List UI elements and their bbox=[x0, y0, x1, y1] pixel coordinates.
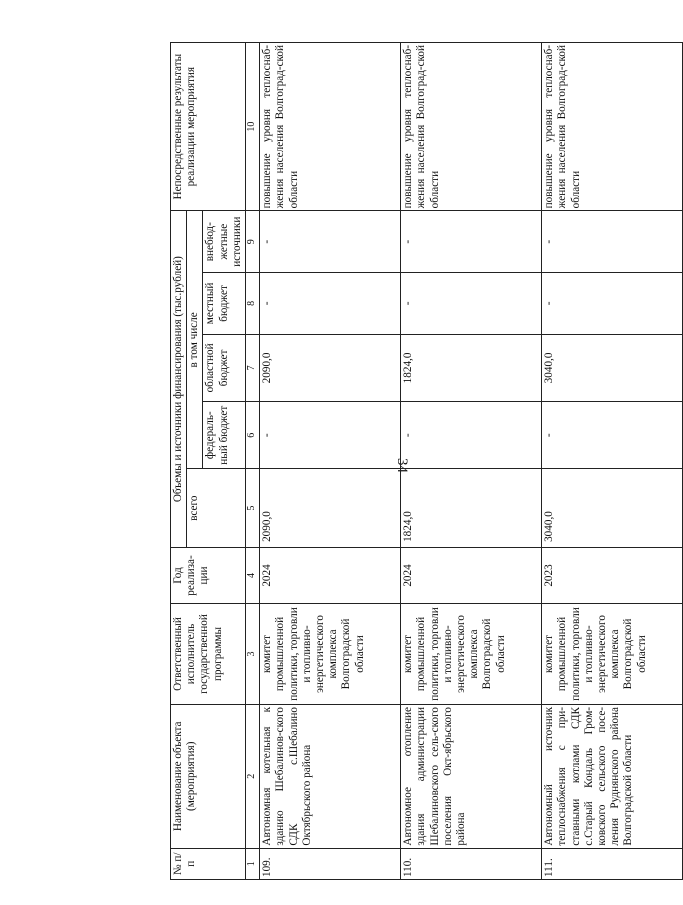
federal-amount: - bbox=[401, 402, 542, 469]
local-amount: - bbox=[260, 273, 401, 335]
column-number-row bbox=[246, 43, 260, 880]
column-number: 6 bbox=[246, 402, 260, 469]
header-no: № п/п bbox=[171, 848, 246, 879]
header-object-name: Наименование объекта (мероприятия) bbox=[171, 704, 246, 848]
header-total: всего bbox=[187, 469, 246, 548]
result-text: повышение уровня теплоснаб-жения населения Волгоград-ской области bbox=[401, 43, 542, 211]
table-row bbox=[401, 43, 542, 880]
year: 2023 bbox=[542, 547, 683, 603]
table-row bbox=[260, 43, 401, 880]
extra-amount: - bbox=[260, 211, 401, 273]
header-local: местный бюджет bbox=[203, 273, 246, 335]
header-results: Непосредственные результаты реализации мероприятия bbox=[171, 43, 246, 211]
extra-amount: - bbox=[542, 211, 683, 273]
header-including: в том числе bbox=[187, 211, 203, 469]
executor: комитет промышленной политики, торговли и топливно-энергетического комплекса Волгоградской области bbox=[401, 604, 542, 705]
executor: комитет промышленной политики, торговли и топливно-энергетического комплекса Волгоградской области bbox=[542, 604, 683, 705]
object-name: Автономный источник теплоснабжения с при-ставными котлами СДК с.Старый Кондаль Гром-ковского сельского посе-ления Руднянского района Волгоградской области bbox=[542, 704, 683, 848]
column-number: 10 bbox=[246, 43, 260, 211]
object-name: Автономная котельная к зданию Шебалинов-ского СДК с.Шебалино Октябрьского района bbox=[260, 704, 401, 848]
table-row bbox=[542, 43, 683, 880]
page-number: 34 bbox=[394, 458, 410, 473]
object-name: Автономное отопление здания администрации Шебалиновского сель-ского поселения Окт-ябрьского района bbox=[401, 704, 542, 848]
header-year: Год реализа-ции bbox=[171, 547, 246, 603]
regional-amount: 2090,0 bbox=[260, 334, 401, 401]
federal-amount: - bbox=[542, 402, 683, 469]
total-amount: 3040,0 bbox=[542, 469, 683, 548]
column-number: 4 bbox=[246, 547, 260, 603]
total-amount: 1824,0 bbox=[401, 469, 542, 548]
executor: комитет промышленной политики, торговли и топливно-энергетического комплекса Волгоградской области bbox=[260, 604, 401, 705]
header-finance-group: Объемы и источники финансирования (тыс.рублей) bbox=[171, 211, 187, 548]
header-regional: областной бюджет bbox=[203, 334, 246, 401]
regional-amount: 1824,0 bbox=[401, 334, 542, 401]
year: 2024 bbox=[401, 547, 542, 603]
extra-amount: - bbox=[401, 211, 542, 273]
column-number: 5 bbox=[246, 469, 260, 548]
financing-table bbox=[170, 42, 683, 880]
row-number: 111. bbox=[542, 848, 683, 879]
column-number: 7 bbox=[246, 334, 260, 401]
column-number: 8 bbox=[246, 273, 260, 335]
header-federal: федераль-ный бюджет bbox=[203, 402, 246, 469]
column-number: 1 bbox=[246, 848, 260, 879]
column-number: 9 bbox=[246, 211, 260, 273]
result-text: повышение уровня теплоснаб-жения населения Волгоград-ской области bbox=[260, 43, 401, 211]
row-number: 109. bbox=[260, 848, 401, 879]
local-amount: - bbox=[401, 273, 542, 335]
header-extra: внебюд-жетные источники bbox=[203, 211, 246, 273]
row-number: 110. bbox=[401, 848, 542, 879]
rotated-table-container bbox=[170, 30, 648, 880]
local-amount: - bbox=[542, 273, 683, 335]
column-number: 3 bbox=[246, 604, 260, 705]
result-text: повышение уровня теплоснаб-жения населения Волгоград-ской области bbox=[542, 43, 683, 211]
year: 2024 bbox=[260, 547, 401, 603]
header-executor: Ответственный исполнитель государственной программы bbox=[171, 604, 246, 705]
column-number: 2 bbox=[246, 704, 260, 848]
regional-amount: 3040,0 bbox=[542, 334, 683, 401]
total-amount: 2090,0 bbox=[260, 469, 401, 548]
header-row-1 bbox=[171, 43, 187, 880]
federal-amount: - bbox=[260, 402, 401, 469]
